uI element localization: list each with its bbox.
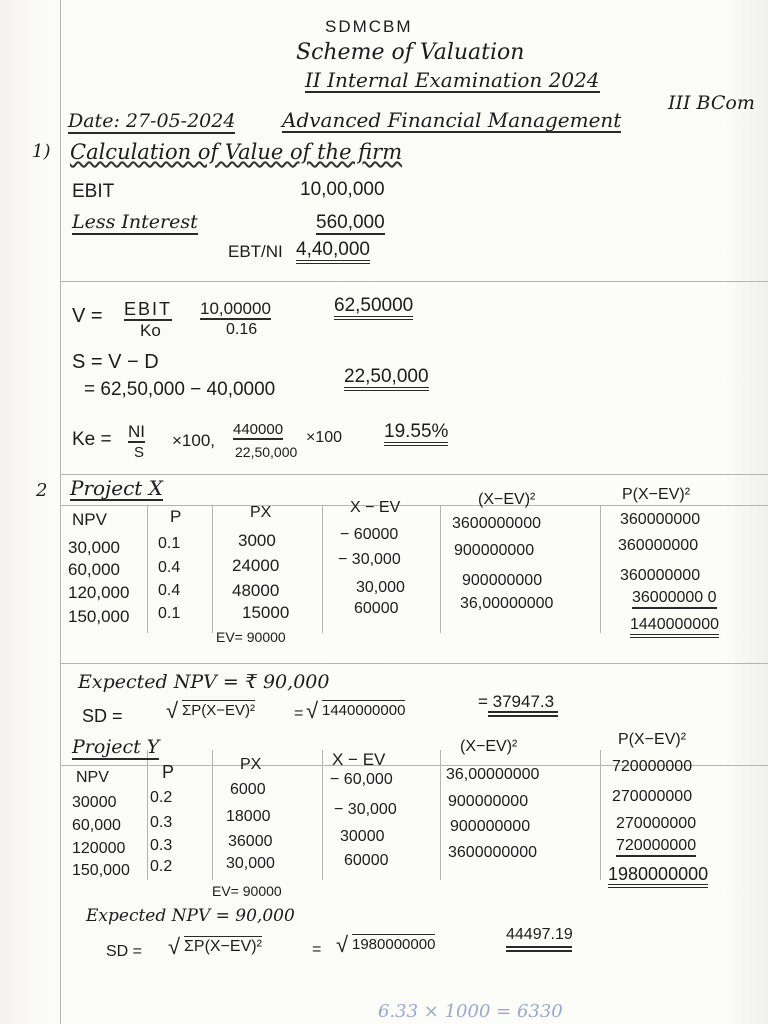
table-cell: 0.1 [158,535,181,552]
v-denominator: Ko [140,321,161,340]
sd-value: 1440000000 [322,702,406,719]
ebit-value: 10,00,000 [300,179,385,200]
expected-npv: Expected NPV = ₹ 90,000 [78,671,330,693]
ke-denominator: S [134,444,145,461]
table-header: PX [240,756,262,773]
faint-bleed-through: 6.33 × 1000 = 6330 [378,1001,563,1022]
table-header: (X−EV)² [460,738,518,755]
table-cell: 900000000 [448,793,529,810]
sd-lhs: SD = [82,706,123,726]
table-column-divider [147,505,148,633]
table-header: P [170,507,182,526]
table-column-divider [147,750,148,880]
table-cell: 360000000 [620,511,701,528]
table-header: NPV [72,510,107,529]
ke-lhs: Ke = [72,429,112,450]
table-cell: 150,000 [68,607,130,626]
table-header: X − EV [332,750,386,769]
college-name: SDMCBM [325,17,413,36]
table-cell: 48000 [232,581,280,600]
table-column-divider [212,750,213,880]
table-cell: 3600000000 [448,844,537,861]
sd-result-underline [488,711,558,713]
scheme-title: Scheme of Valuation [296,40,525,65]
interest-value: 560,000 [316,212,385,233]
s-formula: S = V − D [72,351,159,373]
sd-result-underline [488,715,558,717]
question-number: 1) [32,141,51,162]
table-cell: 30,000 [68,538,120,557]
table-column-divider [322,750,323,880]
table-cell: 60,000 [68,560,120,579]
table-column-divider [440,505,441,633]
table-cell: 30,000 [356,579,405,596]
ruled-line [60,505,768,506]
table-cell: 360000000 [620,567,701,584]
table-cell: 15000 [242,603,290,622]
table-header: NPV [76,769,109,786]
table-cell: 0.3 [150,814,173,831]
table-cell: 0.1 [158,605,181,622]
table-cell: 36,00000000 [446,766,540,783]
sqrt-sign: √ [168,934,181,959]
table-header: X − EV [350,499,401,516]
v-formula-lhs: V = [72,305,103,327]
table-cell: − 30,000 [338,551,401,568]
margin-line [60,0,61,1024]
table-cell: 18000 [226,808,271,825]
subject-name: Advanced Financial Management [282,108,622,132]
sd-value: 1980000000 [352,936,436,953]
table-cell: 120,000 [68,583,130,602]
table-cell: 3600000000 [452,515,541,532]
table-cell: − 60000 [340,526,399,543]
table-cell: 60000 [354,600,399,617]
sd-formula: ΣP(X−EV)² [182,702,256,719]
table-cell: 120000 [72,840,126,857]
table-cell: 360000000 [618,537,699,554]
exam-title: II Internal Examination 2024 [305,68,600,92]
ebtni-value: 4,40,000 [296,240,370,264]
table-cell: 720000000 [612,758,693,775]
table-column-divider [212,505,213,633]
table-cell: 24000 [232,556,280,575]
sqrt-sign: √ [336,932,349,957]
table-header: P [162,762,175,782]
v-substituted-denominator: 0.16 [226,321,258,338]
ke-substituted-times: ×100 [306,429,343,446]
sd-result-underline [506,946,572,948]
expected-npv: Expected NPV = 90,000 [86,906,295,926]
sqrt-sign: √ [306,698,319,723]
ruled-line [60,474,768,475]
table-cell: 720000000 [616,838,696,857]
table-header: P(X−EV)² [622,486,691,503]
table-cell: 0.4 [158,582,181,599]
table-cell: 30,000 [226,855,275,872]
table-cell: 270000000 [612,788,693,805]
table-cell: 36000000 0 [632,590,717,609]
ke-substituted-numerator: 440000 [233,421,284,438]
table-cell: 270000000 [616,815,697,832]
v-numerator: EBIT [124,299,173,319]
ebtni-label: EBT/NI [228,242,283,261]
ke-substituted-denominator: 22,50,000 [235,444,298,460]
class-name: III BCom [668,92,755,114]
table-cell: 6000 [230,781,266,798]
expected-value: EV= 90000 [212,883,282,899]
sd-result: 44497.19 [506,926,573,943]
project-y-title: Project Y [72,736,160,758]
section-heading: Calculation of Value of the firm [70,140,403,164]
ke-times: ×100, [172,431,216,450]
sd-result: = 37947.3 [478,692,555,711]
sd-result-underline [506,950,572,952]
table-cell: 60,000 [72,817,121,834]
table-column-divider [600,505,601,633]
table-cell: 36,00000000 [460,595,554,612]
sd-lhs: SD = [106,943,143,960]
table-total: 1980000000 [608,865,708,888]
table-cell: 60000 [344,852,389,869]
sd-equals: = [294,705,304,722]
ruled-line [60,663,768,664]
table-cell: 0.3 [150,837,173,854]
table-total: 1440000000 [630,617,719,638]
sd-formula: ΣP(X−EV)² [184,938,262,955]
table-cell: 900000000 [462,572,543,589]
table-column-divider [322,505,323,633]
ke-numerator: NI [128,422,145,441]
table-cell: 150,000 [72,862,130,879]
table-header: PX [250,504,272,521]
table-header: (X−EV)² [478,491,536,508]
table-cell: 30000 [72,794,117,811]
table-column-divider [440,750,441,880]
ke-result: 19.55% [384,422,448,446]
ruled-line [60,281,768,282]
v-substituted-numerator: 10,00000 [200,299,271,318]
ebit-label: EBIT [72,181,115,202]
v-result: 62,50000 [334,296,413,320]
table-column-divider [600,750,601,880]
table-cell: 900000000 [454,542,535,559]
table-cell: 3000 [238,531,276,550]
table-cell: 900000000 [450,818,531,835]
table-header: P(X−EV)² [618,731,687,748]
s-result: 22,50,000 [344,367,429,391]
question-number: 2 [36,480,48,501]
table-cell: 30000 [340,828,385,845]
sqrt-sign: √ [166,698,179,723]
table-cell: 36000 [228,833,273,850]
table-cell: 0.4 [158,559,181,576]
date-line: Date: 27-05-2024 [68,110,236,132]
table-cell: − 60,000 [330,771,393,788]
table-cell: − 30,000 [334,801,397,818]
project-x-title: Project X [70,476,163,500]
interest-label: Less Interest [72,211,198,233]
table-cell: 0.2 [150,858,173,875]
expected-value: EV= 90000 [216,629,286,645]
sd-equals: = [312,941,322,958]
s-substitution: = 62,50,000 − 40,0000 [84,379,276,400]
table-cell: 0.2 [150,789,173,806]
